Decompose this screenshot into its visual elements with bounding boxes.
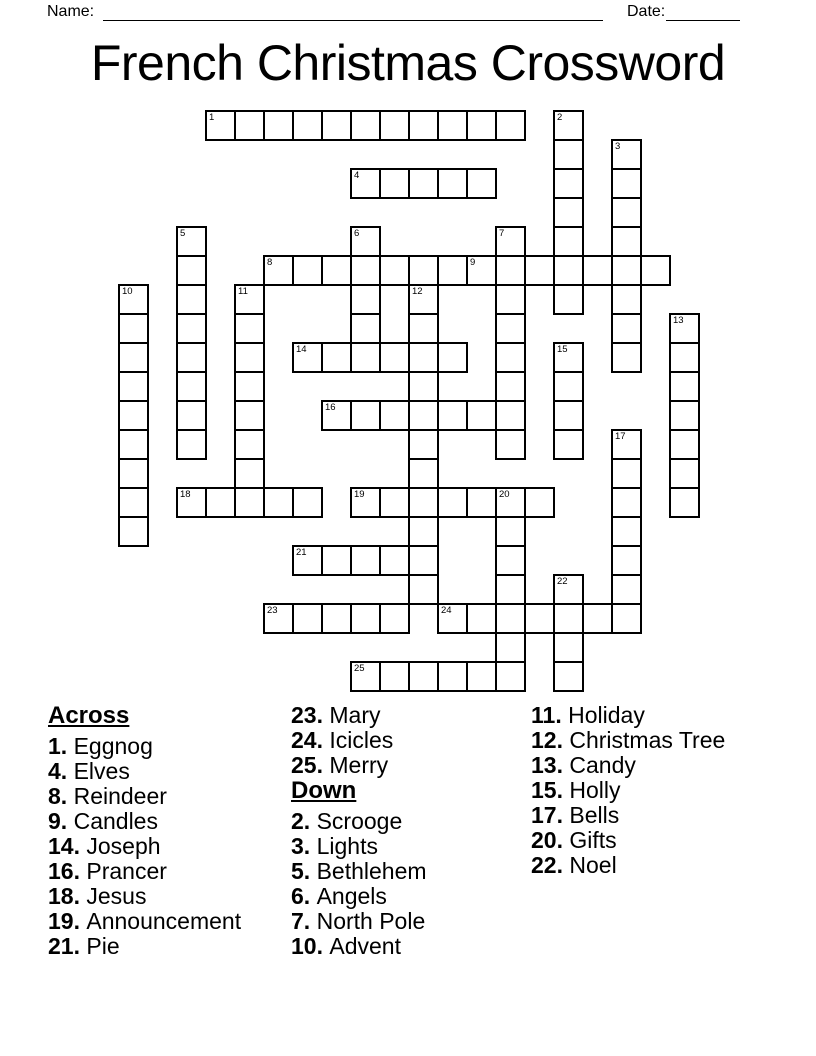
clue-text: Bells — [569, 802, 620, 828]
grid-cell[interactable] — [582, 255, 613, 286]
grid-cell[interactable] — [176, 429, 207, 460]
clue-text: Candles — [73, 808, 158, 834]
grid-cell[interactable] — [234, 110, 265, 141]
grid-cell[interactable] — [582, 603, 613, 634]
grid-cell[interactable] — [495, 661, 526, 692]
clue-item — [48, 834, 241, 859]
grid-cell[interactable] — [553, 632, 584, 663]
grid-cell[interactable] — [553, 284, 584, 315]
grid-cell[interactable] — [118, 284, 149, 315]
clue-text: Gifts — [569, 827, 617, 853]
clue-item — [48, 734, 241, 759]
clue-number: 19. — [48, 908, 87, 934]
grid-cell[interactable] — [379, 487, 410, 518]
grid-cell[interactable] — [611, 284, 642, 315]
grid-cell[interactable] — [350, 545, 381, 576]
clue-text: Holly — [569, 777, 621, 803]
grid-cell[interactable] — [611, 574, 642, 605]
clue-number: 20. — [531, 827, 570, 853]
clue-item — [531, 828, 725, 853]
grid-cell[interactable] — [553, 400, 584, 431]
page-title: French Christmas Crossword — [90, 35, 726, 91]
grid-cell[interactable] — [205, 487, 236, 518]
clue-item — [48, 784, 241, 809]
clue-column-3 — [531, 703, 725, 878]
grid-cell[interactable] — [321, 603, 352, 634]
grid-cell[interactable] — [437, 661, 468, 692]
grid-cell[interactable] — [553, 226, 584, 257]
grid-cell[interactable] — [495, 574, 526, 605]
grid-cell[interactable] — [321, 110, 352, 141]
grid-cell[interactable] — [379, 255, 410, 286]
grid-cell[interactable] — [553, 661, 584, 692]
grid-cell[interactable] — [379, 603, 410, 634]
grid-cell[interactable] — [553, 168, 584, 199]
grid-cell[interactable] — [408, 545, 439, 576]
grid-cell[interactable] — [379, 110, 410, 141]
grid-cell[interactable] — [321, 255, 352, 286]
clue-text: Elves — [73, 758, 130, 784]
grid-cell[interactable] — [408, 400, 439, 431]
clue-text: Holiday — [568, 702, 645, 728]
grid-cell[interactable] — [553, 603, 584, 634]
grid-cell[interactable] — [553, 429, 584, 460]
grid-cell[interactable] — [669, 400, 700, 431]
clue-text: Jesus — [86, 883, 147, 909]
grid-cell[interactable] — [234, 487, 265, 518]
grid-cell[interactable] — [292, 110, 323, 141]
grid-cell[interactable] — [176, 255, 207, 286]
cell-number: 17 — [615, 431, 626, 442]
clue-number: 23. — [291, 702, 330, 728]
clue-item — [48, 809, 241, 834]
clue-text: Icicles — [329, 727, 394, 753]
grid-cell[interactable] — [379, 342, 410, 373]
clue-item — [48, 884, 241, 909]
grid-cell[interactable] — [263, 255, 294, 286]
cell-number: 20 — [499, 489, 510, 500]
grid-cell[interactable] — [466, 603, 497, 634]
clue-text: Advent — [329, 933, 401, 959]
grid-cell[interactable] — [524, 603, 555, 634]
grid-cell[interactable] — [350, 661, 381, 692]
clue-item — [291, 728, 427, 753]
clue-text: Christmas Tree — [569, 727, 726, 753]
grid-cell[interactable] — [611, 168, 642, 199]
clue-item — [531, 803, 725, 828]
clue-number: 13. — [531, 752, 570, 778]
grid-cell[interactable] — [669, 371, 700, 402]
grid-cell[interactable] — [611, 226, 642, 257]
grid-cell[interactable] — [408, 342, 439, 373]
grid-cell[interactable] — [611, 139, 642, 170]
grid-cell[interactable] — [669, 342, 700, 373]
grid-cell[interactable] — [408, 371, 439, 402]
grid-cell[interactable] — [611, 197, 642, 228]
grid-cell[interactable] — [611, 313, 642, 344]
grid-cell[interactable] — [350, 110, 381, 141]
clue-number: 9. — [48, 808, 74, 834]
cell-number: 11 — [238, 286, 248, 297]
grid-cell[interactable] — [437, 400, 468, 431]
cell-number: 4 — [354, 170, 360, 181]
name-label: Name: — [47, 3, 95, 20]
grid-cell[interactable] — [611, 487, 642, 518]
grid-cell[interactable] — [408, 284, 439, 315]
clue-number: 2. — [291, 808, 317, 834]
clue-text: Noel — [569, 852, 617, 878]
grid-cell[interactable] — [466, 487, 497, 518]
grid-cell[interactable] — [350, 284, 381, 315]
grid-cell[interactable] — [321, 342, 352, 373]
grid-cell[interactable] — [176, 371, 207, 402]
cell-number: 1 — [209, 112, 215, 123]
clue-number: 25. — [291, 752, 330, 778]
grid-cell[interactable] — [495, 487, 526, 518]
grid-cell[interactable] — [176, 313, 207, 344]
grid-cell[interactable] — [263, 110, 294, 141]
grid-cell[interactable] — [118, 429, 149, 460]
grid-cell[interactable] — [176, 400, 207, 431]
date-label: Date: — [627, 3, 666, 20]
clue-number: 17. — [531, 802, 570, 828]
clue-number: 18. — [48, 883, 87, 909]
clue-number: 6. — [291, 883, 317, 909]
grid-cell[interactable] — [466, 168, 497, 199]
clue-text: Candy — [569, 752, 636, 778]
clue-text: Joseph — [86, 833, 161, 859]
clue-item — [291, 809, 427, 834]
cell-number: 2 — [557, 112, 563, 123]
grid-cell[interactable] — [408, 255, 439, 286]
clue-item — [531, 778, 725, 803]
clue-item — [291, 934, 427, 959]
grid-cell[interactable] — [553, 371, 584, 402]
grid-cell[interactable] — [292, 255, 323, 286]
grid-cell[interactable] — [408, 516, 439, 547]
clue-item — [531, 728, 725, 753]
clue-text: Mary — [329, 702, 381, 728]
grid-cell[interactable] — [611, 255, 642, 286]
grid-cell[interactable] — [350, 603, 381, 634]
grid-cell[interactable] — [524, 255, 555, 286]
clue-number: 11. — [531, 702, 569, 728]
clue-text: Bethlehem — [316, 858, 427, 884]
grid-cell[interactable] — [292, 342, 323, 373]
clue-text: Reindeer — [73, 783, 167, 809]
clue-number: 22. — [531, 852, 570, 878]
clue-number: 21. — [48, 933, 87, 959]
clue-column-1 — [48, 703, 241, 959]
grid-cell[interactable] — [495, 371, 526, 402]
grid-cell[interactable] — [437, 603, 468, 634]
cell-number: 9 — [470, 257, 476, 268]
clue-text: Prancer — [86, 858, 167, 884]
grid-cell[interactable] — [321, 400, 352, 431]
grid-cell[interactable] — [611, 516, 642, 547]
grid-cell[interactable] — [437, 255, 468, 286]
grid-cell[interactable] — [553, 110, 584, 141]
cell-number: 15 — [557, 344, 568, 355]
grid-cell[interactable] — [611, 342, 642, 373]
grid-cell[interactable] — [495, 545, 526, 576]
grid-cell[interactable] — [669, 458, 700, 489]
clue-number: 3. — [291, 833, 317, 859]
grid-cell[interactable] — [437, 487, 468, 518]
grid-cell[interactable] — [669, 313, 700, 344]
grid-cell[interactable] — [176, 487, 207, 518]
clue-column-2 — [291, 703, 427, 959]
cell-number: 8 — [267, 257, 273, 268]
grid-cell[interactable] — [495, 342, 526, 373]
clue-text: Scrooge — [316, 808, 403, 834]
grid-cell[interactable] — [118, 342, 149, 373]
grid-cell[interactable] — [495, 632, 526, 663]
grid-cell[interactable] — [611, 429, 642, 460]
grid-cell[interactable] — [669, 487, 700, 518]
grid-cell[interactable] — [408, 574, 439, 605]
grid-cell[interactable] — [669, 429, 700, 460]
clue-number: 5. — [291, 858, 317, 884]
grid-cell[interactable] — [408, 429, 439, 460]
clues-header-down: Down — [291, 777, 357, 804]
grid-cell[interactable] — [379, 168, 410, 199]
clue-number: 16. — [48, 858, 87, 884]
clue-item — [48, 759, 241, 784]
cell-number: 13 — [673, 315, 684, 326]
clue-item — [291, 753, 427, 778]
grid-cell[interactable] — [379, 661, 410, 692]
grid-cell[interactable] — [408, 313, 439, 344]
cell-number: 25 — [354, 663, 365, 674]
cell-number: 16 — [325, 402, 336, 413]
grid-cell[interactable] — [350, 168, 381, 199]
grid-cell[interactable] — [118, 313, 149, 344]
grid-cell[interactable] — [524, 487, 555, 518]
clue-number: 8. — [48, 783, 74, 809]
grid-cell[interactable] — [263, 603, 294, 634]
grid-cell[interactable] — [437, 342, 468, 373]
grid-cell[interactable] — [118, 458, 149, 489]
clue-item — [531, 703, 725, 728]
grid-cell[interactable] — [234, 371, 265, 402]
grid-cell[interactable] — [408, 487, 439, 518]
grid-cell[interactable] — [466, 661, 497, 692]
grid-cell[interactable] — [234, 400, 265, 431]
grid-cell[interactable] — [350, 400, 381, 431]
clue-text: Merry — [329, 752, 389, 778]
clue-item — [531, 853, 725, 878]
grid-cell[interactable] — [205, 110, 236, 141]
cell-number: 3 — [615, 141, 621, 152]
grid-cell[interactable] — [379, 545, 410, 576]
grid-cell[interactable] — [292, 545, 323, 576]
grid-cell[interactable] — [495, 603, 526, 634]
clue-item — [531, 753, 725, 778]
clue-number: 12. — [531, 727, 570, 753]
clue-item — [291, 703, 427, 728]
grid-cell[interactable] — [466, 255, 497, 286]
grid-cell[interactable] — [495, 400, 526, 431]
cell-number: 14 — [296, 344, 307, 355]
grid-cell[interactable] — [495, 313, 526, 344]
cell-number: 5 — [180, 228, 186, 239]
grid-cell[interactable] — [234, 342, 265, 373]
grid-cell[interactable] — [234, 429, 265, 460]
grid-cell[interactable] — [611, 545, 642, 576]
grid-cell[interactable] — [553, 197, 584, 228]
clue-item — [48, 909, 241, 934]
clue-item — [291, 859, 427, 884]
grid-cell[interactable] — [495, 516, 526, 547]
clue-number: 4. — [48, 758, 74, 784]
clue-number: 7. — [291, 908, 317, 934]
cell-number: 24 — [441, 605, 452, 616]
grid-cell[interactable] — [408, 168, 439, 199]
cell-number: 22 — [557, 576, 568, 587]
grid-cell[interactable] — [495, 255, 526, 286]
grid-cell[interactable] — [553, 574, 584, 605]
clue-number: 10. — [291, 933, 330, 959]
clue-item — [291, 834, 427, 859]
cell-number: 6 — [354, 228, 360, 239]
grid-cell[interactable] — [408, 458, 439, 489]
grid-cell[interactable] — [553, 255, 584, 286]
clue-item — [48, 859, 241, 884]
grid-cell[interactable] — [611, 603, 642, 634]
clue-text: Angels — [316, 883, 387, 909]
grid-cell[interactable] — [495, 429, 526, 460]
cell-number: 23 — [267, 605, 278, 616]
grid-cell[interactable] — [408, 661, 439, 692]
clue-text: Lights — [316, 833, 378, 859]
grid-cell[interactable] — [176, 226, 207, 257]
grid-cell[interactable] — [495, 284, 526, 315]
clue-item — [291, 909, 427, 934]
clue-text: Announcement — [86, 908, 242, 934]
clue-text: North Pole — [316, 908, 426, 934]
grid-cell[interactable] — [466, 400, 497, 431]
clue-text: Eggnog — [73, 733, 153, 759]
grid-cell[interactable] — [553, 139, 584, 170]
grid-cell[interactable] — [495, 110, 526, 141]
grid-cell[interactable] — [640, 255, 671, 286]
grid-cell[interactable] — [118, 487, 149, 518]
cell-number: 7 — [499, 228, 505, 239]
grid-cell[interactable] — [350, 313, 381, 344]
grid-cell[interactable] — [379, 400, 410, 431]
clue-text: Pie — [86, 933, 120, 959]
grid-cell[interactable] — [118, 400, 149, 431]
grid-cell[interactable] — [350, 342, 381, 373]
clue-number: 14. — [48, 833, 87, 859]
cell-number: 10 — [122, 286, 133, 297]
grid-cell[interactable] — [234, 284, 265, 315]
grid-cell[interactable] — [495, 226, 526, 257]
cell-number: 18 — [180, 489, 191, 500]
clues-header-across: Across — [48, 702, 130, 729]
grid-cell[interactable] — [118, 516, 149, 547]
grid-cell[interactable] — [292, 603, 323, 634]
grid-cell[interactable] — [321, 545, 352, 576]
grid-cell[interactable] — [263, 487, 294, 518]
grid-cell[interactable] — [292, 487, 323, 518]
clue-number: 15. — [531, 777, 570, 803]
grid-cell[interactable] — [611, 458, 642, 489]
cell-number: 19 — [354, 489, 365, 500]
grid-cell[interactable] — [437, 168, 468, 199]
grid-cell[interactable] — [176, 342, 207, 373]
grid-cell[interactable] — [466, 110, 497, 141]
grid-cell[interactable] — [234, 458, 265, 489]
grid-cell[interactable] — [553, 342, 584, 373]
grid-cell[interactable] — [234, 313, 265, 344]
grid-cell[interactable] — [176, 284, 207, 315]
grid-cell[interactable] — [350, 255, 381, 286]
clue-number: 24. — [291, 727, 330, 753]
grid-cell[interactable] — [350, 487, 381, 518]
grid-cell[interactable] — [350, 226, 381, 257]
cell-number: 21 — [296, 547, 307, 558]
grid-cell[interactable] — [437, 110, 468, 141]
clue-item — [291, 884, 427, 909]
grid-cell[interactable] — [408, 110, 439, 141]
grid-cell[interactable] — [118, 371, 149, 402]
cell-number: 12 — [412, 286, 423, 297]
clue-number: 1. — [48, 733, 74, 759]
clue-item — [48, 934, 241, 959]
